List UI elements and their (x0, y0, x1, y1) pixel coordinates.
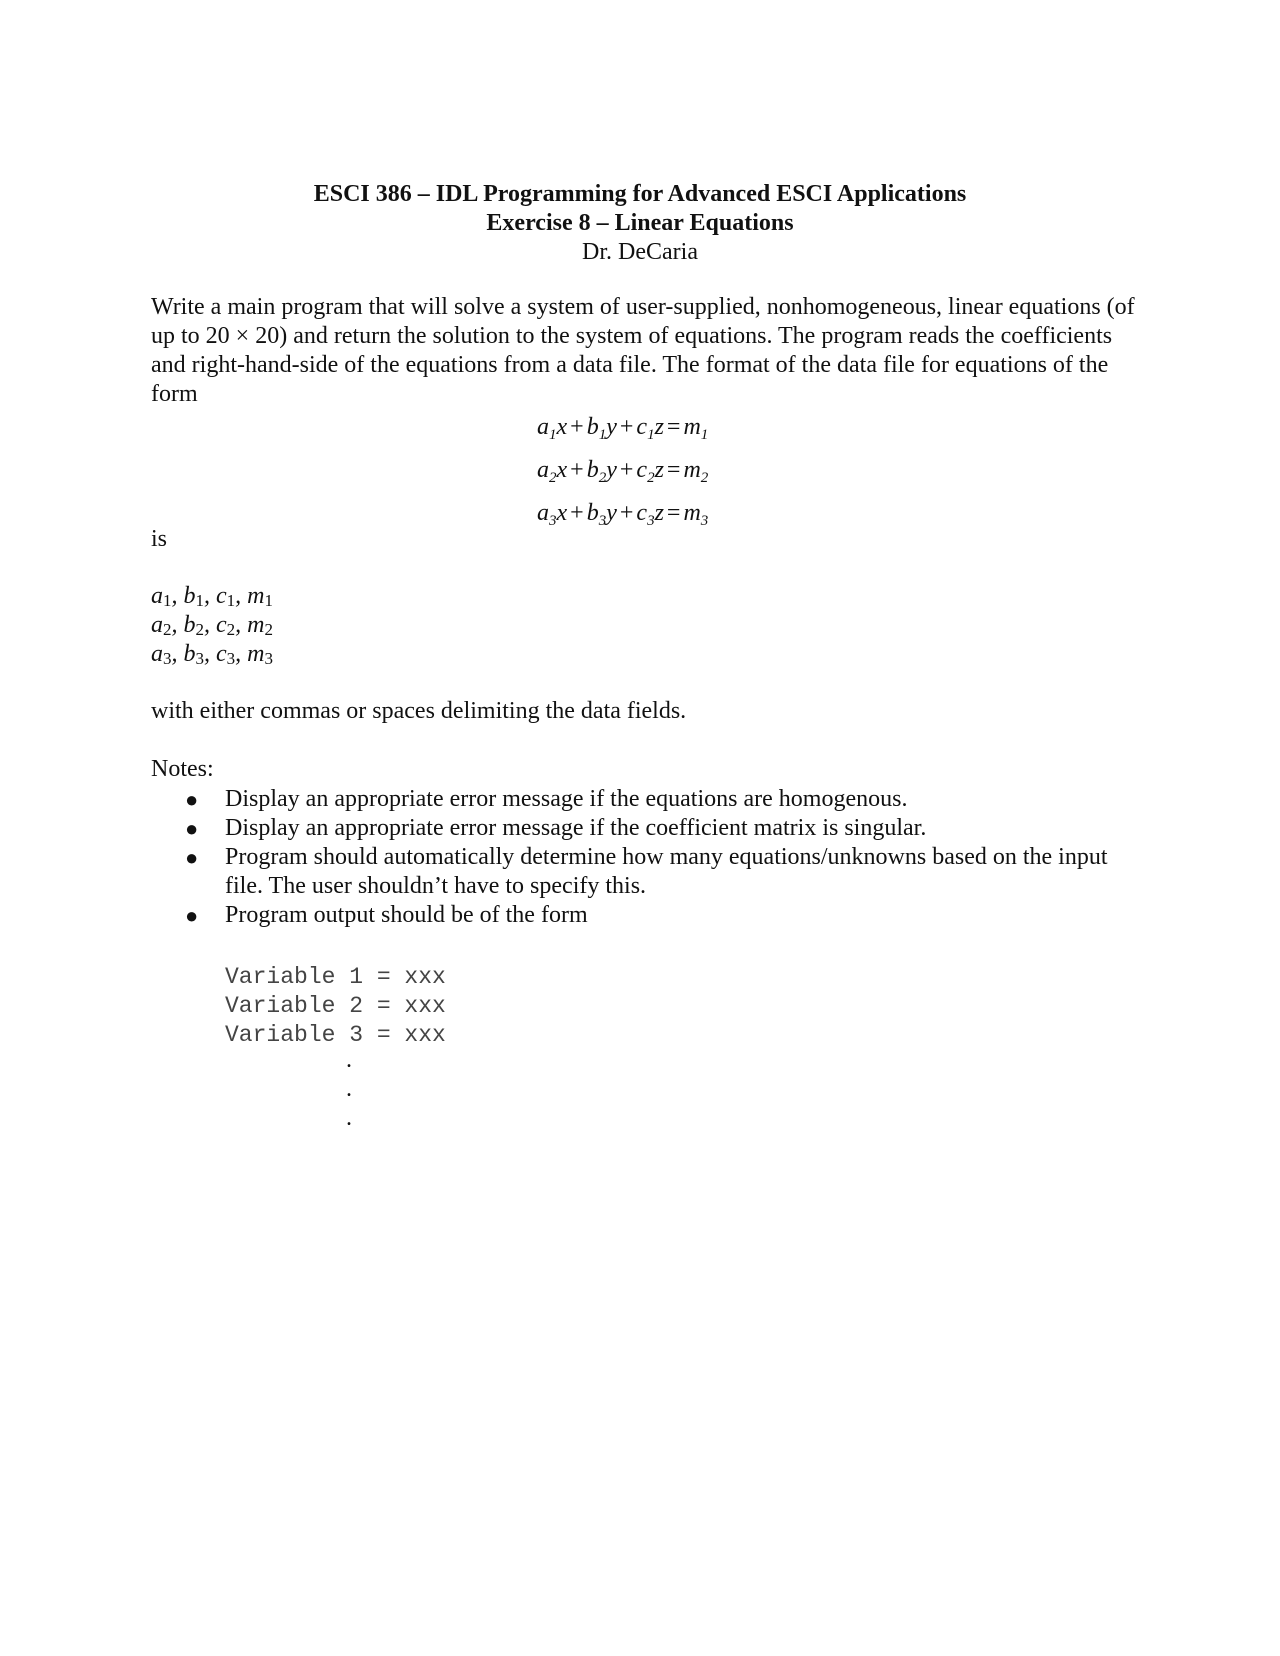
dot: . (346, 1047, 352, 1073)
output-line: Variable 2 = xxx (225, 993, 446, 1019)
delimiter-paragraph: with either commas or spaces delimiting the data fields. (151, 698, 687, 724)
data-format-row-2: $a_2$, $b_2$, $c_2$, $m_2$ (151, 612, 273, 639)
notes-list (151, 785, 1151, 930)
course-title: ESCI 386 – IDL Programming for Advanced ESCI Applications (313, 181, 967, 207)
exercise-title: Exercise 8 – Linear Equations (486, 210, 794, 236)
is-word: is (151, 526, 168, 552)
dot: . (346, 1076, 352, 1102)
dot: . (346, 1105, 352, 1131)
bullet-icon: ● (185, 787, 199, 812)
output-form-code (225, 963, 446, 1050)
bullet-icon: ● (185, 903, 199, 928)
output-line: Variable 3 = xxx (225, 1022, 446, 1048)
equation-system (537, 412, 708, 541)
data-format-row-1: $a_1$, $b_1$, $c_1$, $m_1$ (151, 583, 273, 610)
bullet-icon: ● (185, 845, 199, 870)
note-item: ● Program should automatically determine how many equations/unknowns based on the input file. The user shouldn’t have to specify this. (185, 844, 1108, 899)
equation-row-1: $a_1x + b_1y + c_1z = m_1$ (537, 414, 709, 443)
continuation-dots (346, 1046, 352, 1133)
note-item: ● Display an appropriate error message if the equations are homogenous. (185, 786, 908, 812)
intro-paragraph: Write a main program that will solve a system of user-supplied, nonhomogeneous, linear equations (of up to 20 × 20) and return the solution to the system of equations. The program reads the coefficients and right-hand-side of the equations from a data file. The format of the data file for equations of the form (151, 294, 1135, 407)
document-header (0, 180, 1280, 267)
bullet-icon: ● (185, 816, 199, 841)
author-line: Dr. DeCaria (582, 239, 698, 265)
note-item: ● Display an appropriate error message if the coefficient matrix is singular. (185, 815, 927, 841)
note-item: ● Program output should be of the form (185, 902, 588, 928)
equation-row-2: $a_2x + b_2y + c_2z = m_2$ (537, 457, 709, 486)
data-format-row-3: $a_3$, $b_3$, $c_3$, $m_3$ (151, 641, 273, 668)
notes-label: Notes: (151, 756, 214, 782)
data-format-example (151, 582, 273, 669)
output-line: Variable 1 = xxx (225, 964, 446, 990)
equation-row-3: $a_3x + b_3y + c_3z = m_3$ (537, 500, 709, 529)
